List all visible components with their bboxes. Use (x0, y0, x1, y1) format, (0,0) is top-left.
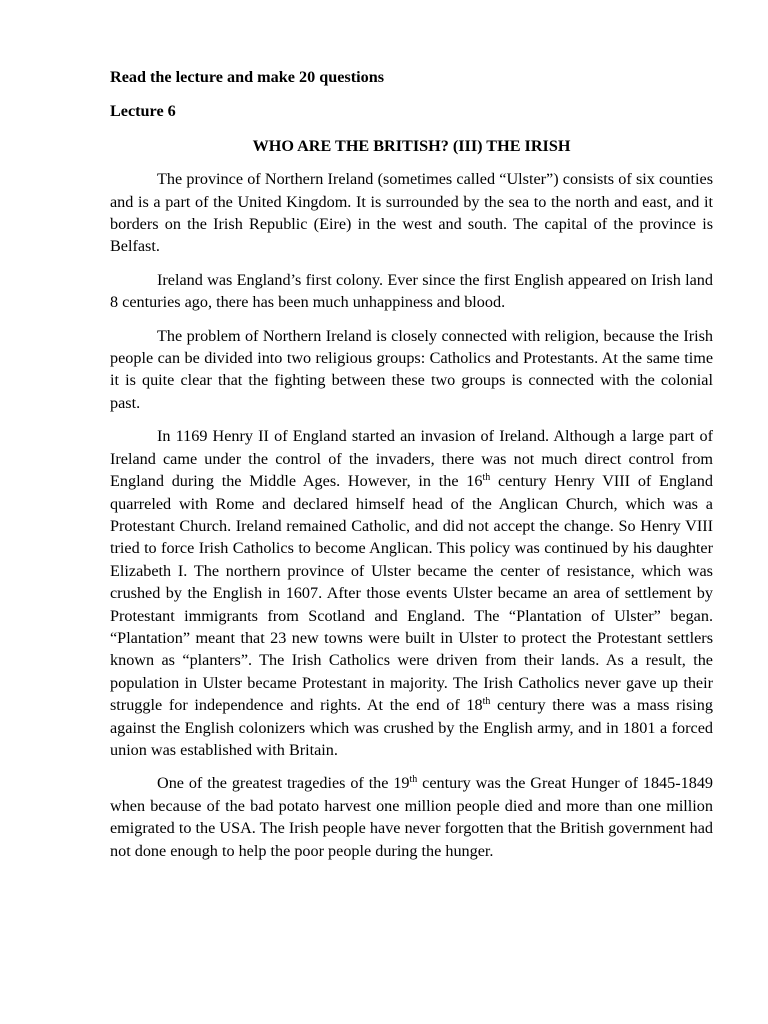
lecture-title: WHO ARE THE BRITISH? (III) THE IRISH (252, 136, 571, 155)
hunger-text-part-1: One of the greatest tragedies of the 19 (157, 774, 410, 793)
paragraph-northern-ireland: The province of Northern Ireland (sometimes called “Ulster”) consists of six counties and is a part of the United Kingdom. It is surrounded by the sea to the north and east, and it borders on the Irish Republic (Eire) in the west and south. The capital of the province is Belfast. (110, 170, 713, 256)
ordinal-suffix: th (482, 472, 491, 484)
assignment-instruction: Read the lecture and make 20 questions (110, 68, 384, 86)
ordinal-suffix: th (482, 696, 491, 708)
history-text-part-3: century there was a mass rising against the English colonizers which was crushed by the English army, and in 1801 a forced union was established with Britain. (110, 696, 713, 759)
history-text-part-1: In 1169 Henry II of England started an invasion of Ireland. Although a large part of Ireland came under the control of the invaders, there was not much direct control from England during the Middle Ages. However, in the 16 (110, 427, 713, 491)
ordinal-suffix: th (409, 774, 418, 786)
paragraph-great-hunger (110, 772, 713, 862)
paragraph-religion: The problem of Northern Ireland is closely connected with religion, because the Irish people can be divided into two religious groups: Catholics and Protestants. At the same time it is quite clear that the fighting between these two groups is connected with the colonial past. (110, 326, 713, 412)
document-page (110, 66, 713, 873)
paragraph-first-colony: Ireland was England’s first colony. Ever since the first English appeared on Irish land 8 centuries ago, there has been much unhappiness and blood. (110, 270, 713, 312)
lecture-number: Lecture 6 (110, 102, 176, 121)
hunger-text-part-2: century was the Great Hunger of 1845-1849 when because of the bad potato harvest one million people died and more than one million emigrated to the USA. The Irish people have never forgotten that the British government had not done enough to help the poor people during the hunger. (110, 774, 714, 860)
paragraph-history (110, 425, 713, 761)
history-text-part-2: century Henry VIII of England quarreled with Rome and declared himself head of the Anglican Church, which was a Protestant Church. Ireland remained Catholic, and did not accept the change. So Henry VIII tried to force Irish Catholics to become Anglican. This policy was continued by his daughter Elizabeth I. The northern province of Ulster became the center of resistance, which was crushed by the English in 1607. After those events Ulster became an area of settlement by Protestant immigrants from Scotland and England. The “Plantation of Ulster” began. “Plantation” meant that 23 new towns were built in Ulster to protect the Protestant settlers known as “planters”. The Irish Catholics were driven from their lands. As a result, the population in Ulster became Protestant in majority. The Irish Catholics never gave up their struggle for independence and rights. At the end of 18 (110, 472, 713, 715)
